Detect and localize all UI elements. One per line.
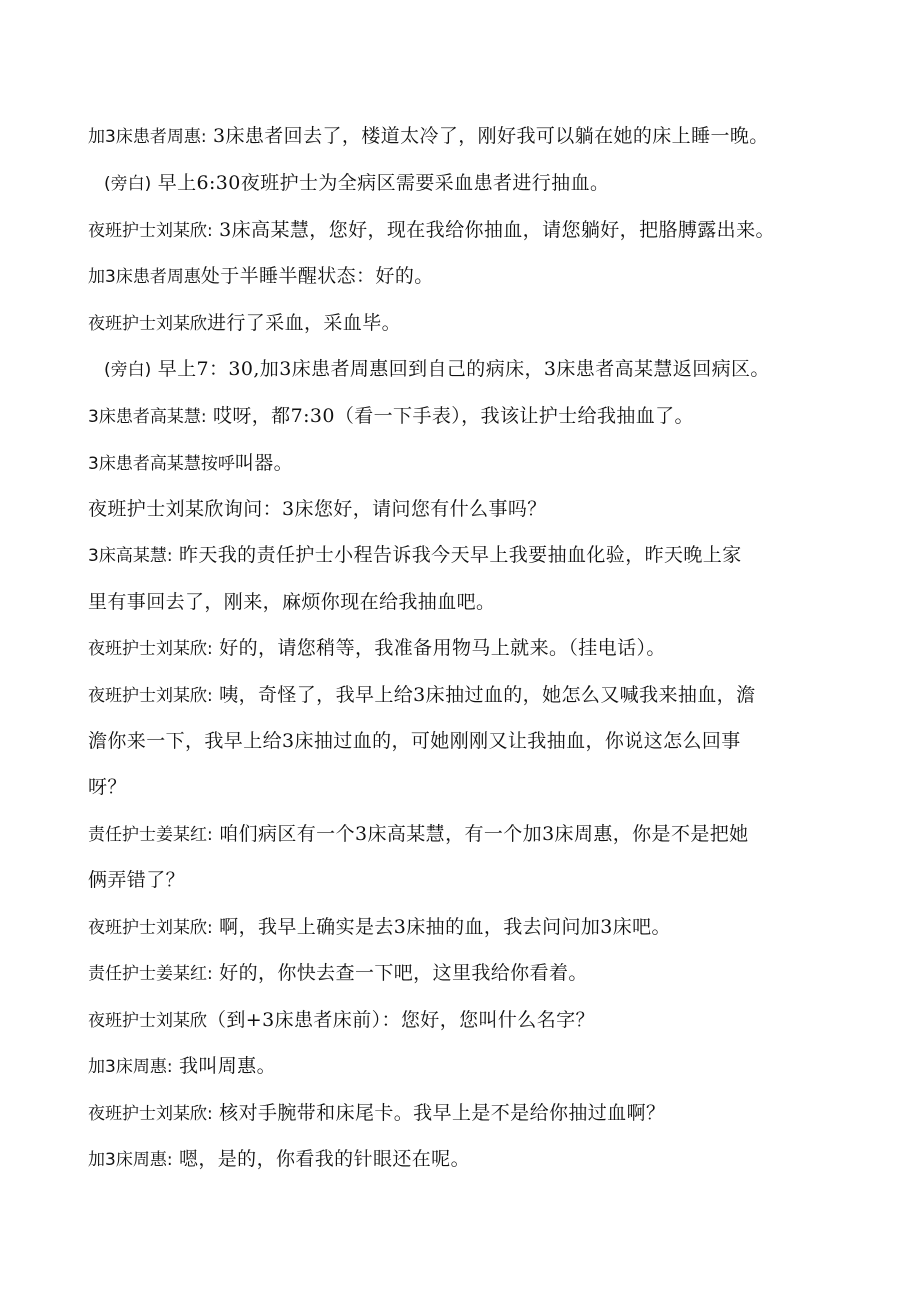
speaker-label: 3床高某慧: bbox=[88, 546, 173, 566]
dialogue-line bbox=[88, 449, 293, 478]
line-text: 澹你来一下，我早上给3床抽过血的，可她刚刚又让我抽血，你说这怎么回事 bbox=[88, 730, 741, 752]
speaker-label: 夜班护士刘某欣: bbox=[88, 1104, 213, 1124]
line-text: 3床高某慧，您好，现在我给你抽血，请您躺好，把胳膊露出来。 bbox=[212, 219, 775, 241]
speaker-label: 加3床周惠: bbox=[88, 1057, 173, 1077]
dialogue-line bbox=[88, 309, 401, 338]
dialogue-line-continued bbox=[88, 588, 495, 617]
line-text: 咱们病区有一个3床高某慧，有一个加3床周惠，你是不是把她 bbox=[212, 823, 749, 845]
speaker-label: 夜班护士刘某欣: bbox=[88, 639, 213, 659]
dialogue-line bbox=[88, 122, 769, 151]
line-text: 好的，请您稍等，我准备用物马上就来。（挂电话）。 bbox=[212, 637, 666, 659]
line-text: 咦，奇怪了，我早上给3床抽过血的，她怎么又喊我来抽血，澹 bbox=[212, 684, 756, 706]
line-text: 昨天我的责任护士小程告诉我今天早上我要抽血化验，昨天晚上家 bbox=[172, 544, 742, 566]
speaker-label: 加3床患者周惠: bbox=[88, 127, 207, 147]
line-text: （到+3床患者床前）：您好，您叫什么名字？ bbox=[207, 1009, 595, 1031]
dialogue-line bbox=[88, 1099, 665, 1128]
dialogue-line bbox=[88, 495, 547, 524]
speaker-label: 责任护士姜某红: bbox=[88, 825, 213, 845]
dialogue-line bbox=[88, 262, 434, 291]
line-text: 俩弄错了？ bbox=[88, 869, 186, 891]
line-text: 好的，你快去查一下吧，这里我给你看着。 bbox=[212, 962, 588, 984]
dialogue-line bbox=[88, 820, 749, 849]
speaker-label: 3床患者高某慧: bbox=[88, 407, 207, 427]
dialogue-line bbox=[88, 1006, 595, 1035]
dialogue-line-continued bbox=[88, 773, 127, 802]
speaker-label: 夜班护士刘某欣 bbox=[88, 1011, 207, 1031]
line-text: 我叫周惠。 bbox=[172, 1055, 276, 1077]
line-text: 啊，我早上确实是去3床抽的血，我去问问加3床吧。 bbox=[212, 916, 671, 938]
speaker-label: 夜班护士刘某欣: bbox=[88, 686, 213, 706]
dialogue-line bbox=[88, 402, 694, 431]
dialogue-line-continued bbox=[88, 866, 185, 895]
dialogue-line bbox=[88, 541, 742, 570]
narration-line bbox=[104, 355, 770, 384]
dialogue-line bbox=[88, 959, 588, 988]
line-text: 进行了采血，采血毕。 bbox=[207, 312, 402, 334]
speaker-label: 夜班护士刘某欣: bbox=[88, 918, 213, 938]
line-text: 呀？ bbox=[88, 776, 127, 798]
speaker-label: 3床患者高某慧按呼 bbox=[88, 454, 235, 474]
narration-line bbox=[104, 169, 609, 198]
speaker-label: 加3床周惠: bbox=[88, 1150, 173, 1170]
dialogue-line bbox=[88, 913, 671, 942]
line-text: 3床患者回去了，楼道太冷了，刚好我可以躺在她的床上睡一晚。 bbox=[206, 125, 769, 147]
line-text: 早上7：30,加3床患者周惠回到自己的病床，3床患者高某慧返回病区。 bbox=[151, 358, 770, 380]
dialogue-line bbox=[88, 1052, 276, 1081]
dialogue-line bbox=[88, 681, 755, 710]
speaker-label: (旁白) bbox=[104, 360, 152, 380]
line-text: 哎呀，都7:30（看一下手表），我该让护士给我抽血了。 bbox=[206, 405, 694, 427]
line-text: 里有事回去了，刚来，麻烦你现在给我抽血吧。 bbox=[88, 591, 496, 613]
line-text: 嗯，是的，你看我的针眼还在呢。 bbox=[172, 1148, 470, 1170]
line-text: 叫器。 bbox=[234, 452, 294, 474]
dialogue-line-continued bbox=[88, 727, 741, 756]
dialogue-line bbox=[88, 1145, 470, 1174]
line-text: 夜班护士刘某欣询问：3床您好，请问您有什么事吗？ bbox=[88, 498, 547, 520]
speaker-label: 加3床患者周惠 bbox=[88, 267, 201, 287]
speaker-label: 责任护士姜某红: bbox=[88, 964, 213, 984]
speaker-label: 夜班护士刘某欣: bbox=[88, 221, 213, 241]
line-text: 核对手腕带和床尾卡。我早上是不是给你抽过血啊？ bbox=[212, 1102, 666, 1124]
line-text: 处于半睡半醒状态：好的。 bbox=[200, 265, 434, 287]
speaker-label: 夜班护士刘某欣 bbox=[88, 314, 207, 334]
speaker-label: (旁白) bbox=[104, 174, 152, 194]
dialogue-line bbox=[88, 634, 666, 663]
line-text: 早上6:30夜班护士为全病区需要采血患者进行抽血。 bbox=[151, 172, 610, 194]
dialogue-line bbox=[88, 216, 775, 245]
